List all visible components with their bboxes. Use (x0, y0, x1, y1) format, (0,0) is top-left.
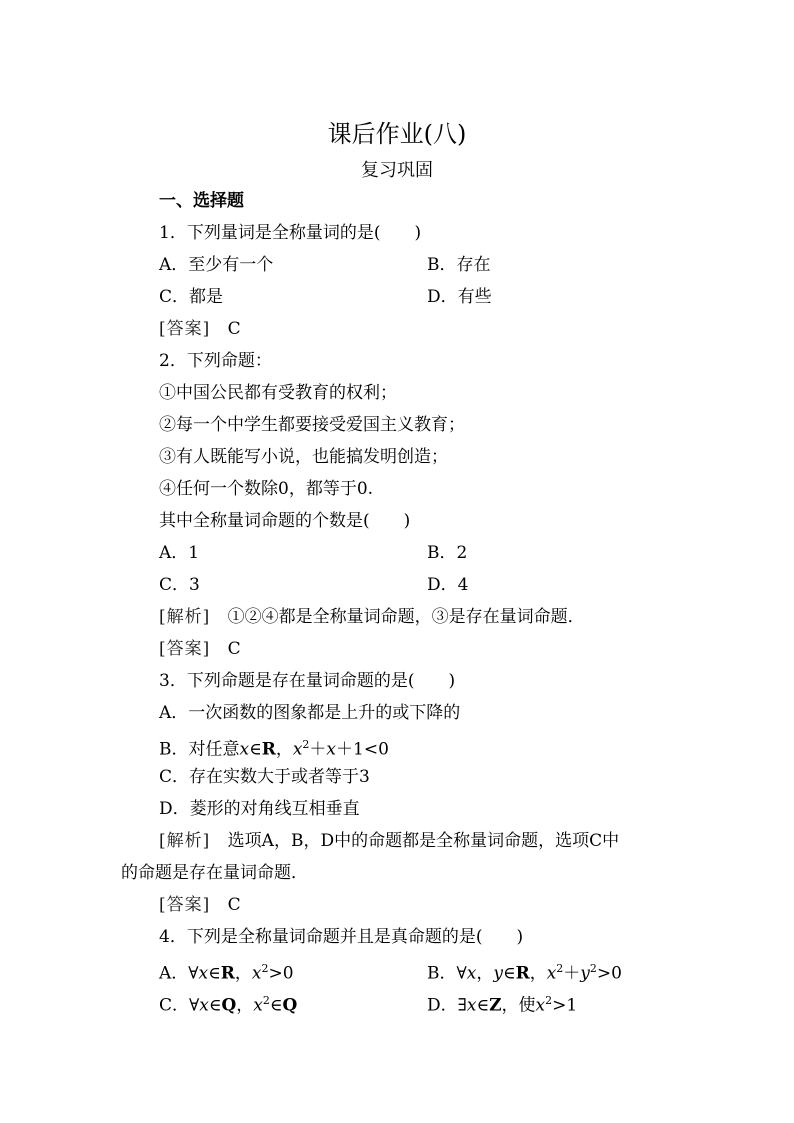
q3-option-c: C．存在实数大于或者等于3 (159, 767, 370, 787)
answer-label: [答案] (159, 895, 211, 915)
q4-option-b: B．∀x，y∈R，$x^2+y^2>0$ (427, 962, 622, 984)
q3-answer-value: C (227, 895, 241, 915)
q1-answer-row (159, 317, 241, 341)
q2-item-4: ④任何一个数除0，都等于0. (159, 479, 374, 499)
q3-analysis-text-1: 选项A，B，D中的命题都是全称量词命题，选项C中 (227, 831, 620, 851)
q1-option-c: C．都是 (159, 287, 224, 307)
q3-analysis-text-2: 的命题是存在量词命题． (121, 863, 308, 883)
q3-option-d: D．菱形的对角线互相垂直 (159, 799, 360, 819)
q1-stem: 1．下列量词是全称量词的是( ) (159, 223, 422, 243)
analysis-label: [解析] (159, 831, 211, 851)
q3-answer-row (159, 893, 241, 917)
q3-analysis-row (159, 829, 619, 853)
q2-option-b: B．2 (427, 543, 468, 563)
q3-stem: 3．下列命题是存在量词命题的是( ) (159, 671, 456, 691)
q2-item-1: ①中国公民都有受教育的权利； (159, 383, 397, 403)
q2-option-c: C．3 (159, 575, 200, 595)
q3-option-a: A．一次函数的图象都是上升的或下降的 (159, 703, 461, 723)
q3-option-b: B．对任意x∈R，$x^2+x+1<0$ (159, 738, 389, 760)
q2-analysis-text: ①②④都是全称量词命题，③是存在量词命题． (227, 607, 585, 627)
q2-stem: 2．下列命题： (159, 351, 272, 371)
q1-option-b: B．存在 (427, 255, 491, 275)
q2-answer-row (159, 637, 241, 661)
analysis-label: [解析] (159, 607, 211, 627)
q2-analysis-row (159, 605, 585, 629)
q2-option-a: A．1 (159, 543, 200, 563)
q2-ask: 其中全称量词命题的个数是( ) (159, 511, 411, 531)
answer-label: [答案] (159, 319, 211, 339)
q2-option-d: D．4 (427, 575, 469, 595)
section-heading: 一、选择题 (159, 191, 244, 211)
page-subtitle: 复习巩固 (361, 160, 433, 181)
q2-item-3: ③有人既能写小说，也能搞发明创造； (159, 447, 448, 467)
q2-answer-value: C (227, 639, 241, 659)
q4-option-d: D．∃x∈Z，使$x^2>1$ (427, 994, 578, 1016)
q1-answer-value: C (227, 319, 241, 339)
q4-stem: 4．下列是全称量词命题并且是真命题的是( ) (159, 927, 524, 947)
q4-option-a: A．∀x∈R，$x^2>0$ (159, 962, 294, 984)
q1-option-a: A．至少有一个 (159, 255, 274, 275)
q2-item-2: ②每一个中学生都要接受爱国主义教育； (159, 415, 465, 435)
page-title: 课后作业(八) (327, 120, 467, 148)
answer-label: [答案] (159, 639, 211, 659)
q4-option-c: C．∀x∈Q，$x^2\in Q$ (159, 994, 298, 1016)
q1-option-d: D．有些 (427, 287, 492, 307)
